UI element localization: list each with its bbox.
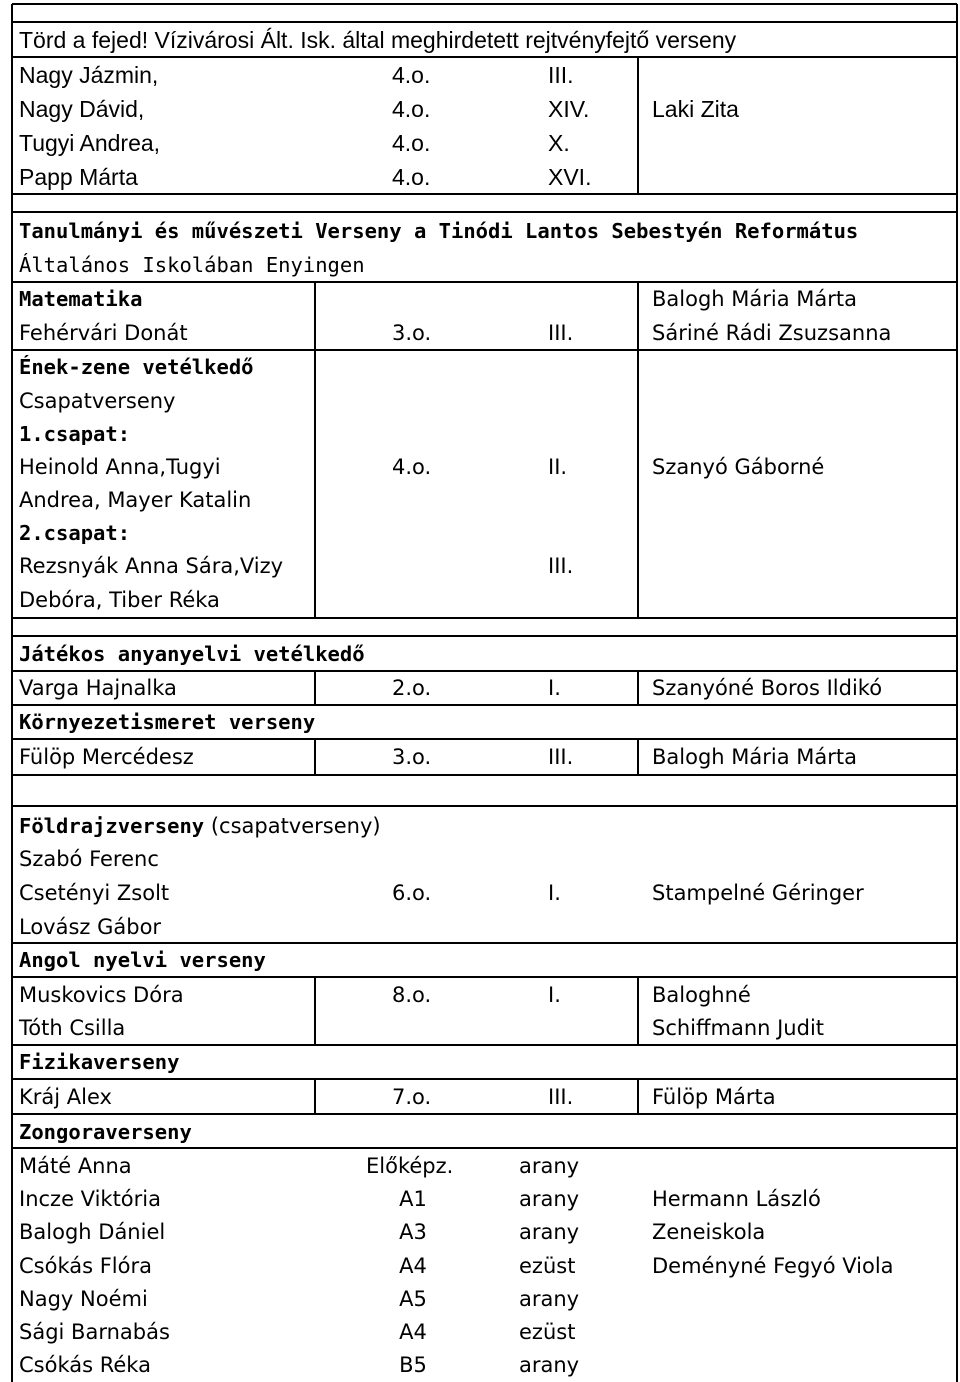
team2-label: 2.csapat: (19, 521, 131, 545)
section1-name-1: Nagy Jázmin, (19, 62, 159, 88)
section1-place-2: XIV. (548, 96, 590, 122)
piano-name: Sági Barnabás (19, 1320, 170, 1344)
phys-grade: 7.o. (392, 1085, 432, 1109)
env-teacher: Balogh Mária Márta (652, 745, 857, 769)
piano-name: Incze Viktória (19, 1187, 161, 1211)
geo-teacher: Stampelné Géringer (652, 881, 864, 905)
section1-name-4: Papp Márta (19, 164, 138, 190)
team1-place: II. (548, 455, 568, 479)
section1-grade-3: 4.o. (392, 130, 431, 156)
piano-teacher-2: Zeneiskola (652, 1220, 766, 1244)
piano-award: ezüst (519, 1254, 576, 1278)
team2-line1: Rezsnyák Anna Sára,Vizy (19, 554, 284, 578)
piano-name: Csókás Flóra (19, 1254, 152, 1278)
section1-place-4: XVI. (548, 164, 592, 190)
geo-title-suffix: (csapatverseny) (210, 814, 381, 838)
phys-title: Fizikaverseny (19, 1050, 180, 1074)
piano-level: B5 (399, 1353, 427, 1377)
piano-name: Balogh Dániel (19, 1220, 166, 1244)
section1-grade-4: 4.o. (392, 164, 431, 190)
piano-award: arany (519, 1220, 580, 1244)
piano-level: Előképz. (366, 1154, 454, 1178)
piano-name: Nagy Noémi (19, 1287, 148, 1311)
piano-award: arany (519, 1287, 580, 1311)
team1-line1: Heinold Anna,Tugyi (19, 455, 221, 479)
music-sub: Csapatverseny (19, 389, 176, 413)
piano-teacher-3: Deményné Fegyó Viola (652, 1254, 894, 1278)
section2-title-line2: Általános Iskolában Enyingen (19, 253, 365, 277)
math-name: Fehérvári Donát (19, 321, 188, 345)
env-place: III. (548, 745, 574, 769)
geo-name-2: Csetényi Zsolt (19, 881, 170, 905)
geo-name-1: Szabó Ferenc (19, 847, 159, 871)
piano-level: A3 (399, 1220, 427, 1244)
section3-grade: 2.o. (392, 676, 432, 700)
piano-teacher-1: Hermann László (652, 1187, 821, 1211)
team2-line2: Debóra, Tiber Réka (19, 588, 220, 612)
section1-teacher: Laki Zita (652, 96, 739, 122)
section1-name-2: Nagy Dávid, (19, 96, 145, 122)
piano-level: A5 (399, 1287, 427, 1311)
section1-grade-2: 4.o. (392, 96, 431, 122)
eng-name-1: Muskovics Dóra (19, 983, 184, 1007)
env-name: Fülöp Mercédesz (19, 745, 194, 769)
math-label: Matematika (19, 287, 143, 311)
env-grade: 3.o. (392, 745, 432, 769)
math-teacher-1: Balogh Mária Márta (652, 287, 857, 311)
section3-teacher: Szanyóné Boros Ildikó (652, 676, 883, 700)
math-place: III. (548, 321, 574, 345)
section1-name-3: Tugyi Andrea, (19, 130, 161, 156)
piano-award: ezüst (519, 1320, 576, 1344)
piano-name: Csókás Réka (19, 1353, 151, 1377)
geo-name-3: Lovász Gábor (19, 915, 162, 939)
piano-level: A4 (399, 1320, 427, 1344)
piano-title: Zongoraverseny (19, 1120, 192, 1144)
eng-teacher-2: Schiffmann Judit (652, 1016, 825, 1040)
team1-grade: 4.o. (392, 455, 432, 479)
eng-teacher-1: Baloghné (652, 983, 751, 1007)
piano-level: A1 (399, 1187, 427, 1211)
piano-level: A4 (399, 1254, 427, 1278)
piano-award: arany (519, 1353, 580, 1377)
geo-title: Földrajzverseny (19, 814, 205, 838)
eng-name-2: Tóth Csilla (19, 1016, 126, 1040)
geo-title-line (19, 809, 381, 843)
math-teacher-2: Sáriné Rádi Zsuzsanna (652, 321, 892, 345)
section1-title: Törd a fejed! Vízivárosi Ált. Isk. által meghirdetett rejtvényfejtő verseny (19, 27, 737, 53)
eng-grade: 8.o. (392, 983, 432, 1007)
team2-place: III. (548, 554, 574, 578)
geo-grade: 6.o. (392, 881, 432, 905)
piano-award: arany (519, 1187, 580, 1211)
section3-place: I. (548, 676, 561, 700)
section3-name: Varga Hajnalka (19, 676, 177, 700)
eng-title: Angol nyelvi verseny (19, 948, 266, 972)
math-grade: 3.o. (392, 321, 432, 345)
music-label: Ének-zene vetélkedő (19, 355, 254, 379)
section2-title-line1: Tanulmányi és művészeti Verseny a Tinódi Lantos Sebestyén Református (19, 219, 859, 243)
phys-teacher: Fülöp Márta (652, 1085, 776, 1109)
section1-place-1: III. (548, 62, 574, 88)
team1-line2: Andrea, Mayer Katalin (19, 488, 252, 512)
env-title: Környezetismeret verseny (19, 710, 316, 734)
team1-label: 1.csapat: (19, 422, 131, 446)
section1-grade-1: 4.o. (392, 62, 431, 88)
piano-award: arany (519, 1154, 580, 1178)
section3-title: Játékos anyanyelvi vetélkedő (19, 642, 365, 666)
geo-place: I. (548, 881, 561, 905)
phys-name: Kráj Alex (19, 1085, 112, 1109)
music-teacher: Szanyó Gáborné (652, 455, 825, 479)
phys-place: III. (548, 1085, 574, 1109)
eng-place: I. (548, 983, 561, 1007)
piano-name: Máté Anna (19, 1154, 132, 1178)
section1-place-3: X. (548, 130, 570, 156)
